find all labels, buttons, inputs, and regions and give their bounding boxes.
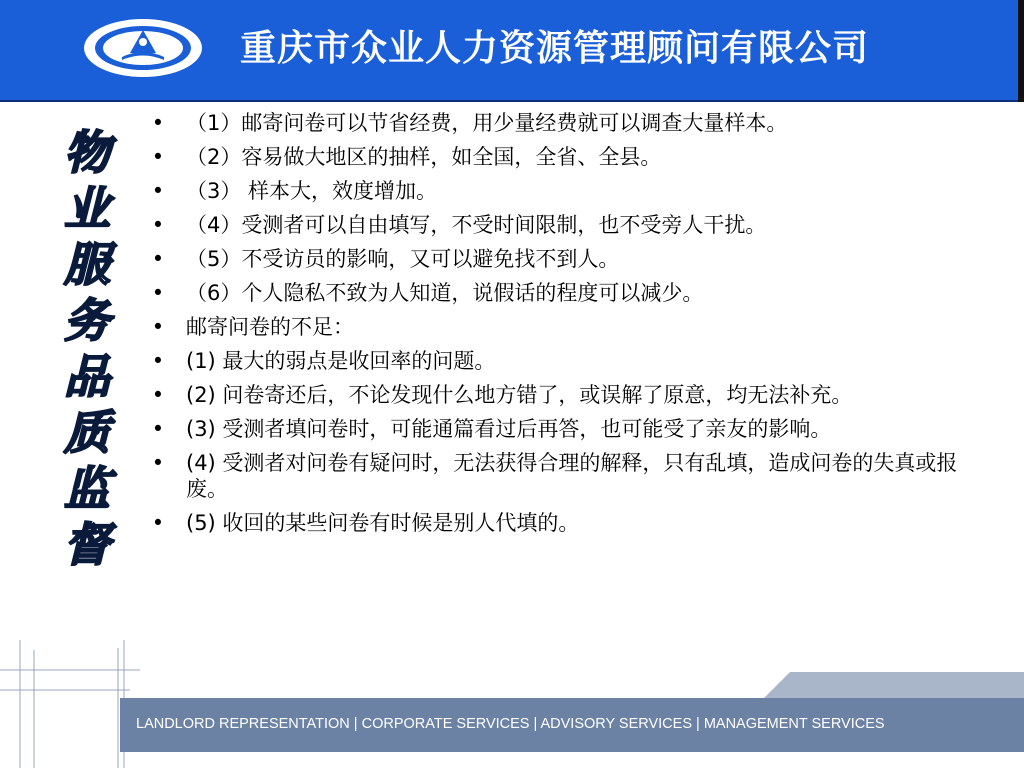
bullet-text: (2) 问卷寄还后，不论发现什么地方错了，或误解了原意，均无法补充。 <box>186 383 853 407</box>
bullet-text: （4）受测者可以自由填写，不受时间限制，也不受旁人干扰。 <box>186 213 767 237</box>
bullet-dot-icon: • <box>151 179 165 203</box>
bullet-dot-icon: • <box>151 451 165 475</box>
bullet-text: （1）邮寄问卷可以节省经费，用少量经费就可以调查大量样本。 <box>186 111 788 135</box>
bullet-text: （2）容易做大地区的抽样，如全国，全省、全县。 <box>186 145 662 169</box>
company-name: 重庆市众业人力资源管理顾问有限公司 <box>240 28 870 69</box>
bullet-text: （3） 样本大，效度增加。 <box>186 179 438 203</box>
bullet-dot-icon: • <box>151 247 165 271</box>
bullet-dot-icon: • <box>151 213 165 237</box>
bullet-text: （5）不受访员的影响，又可以避免找不到人。 <box>186 247 620 271</box>
bullet-dot-icon: • <box>151 417 165 441</box>
bullet-text: (3) 受测者填问卷时，可能通篇看过后再答，也可能受了亲友的影响。 <box>186 417 832 441</box>
bullet-dot-icon: • <box>151 111 165 135</box>
bullet-text: (1) 最大的弱点是收回率的问题。 <box>186 349 496 373</box>
bullet-dot-icon: • <box>151 383 165 407</box>
bullet-text: 邮寄问卷的不足： <box>186 315 354 339</box>
bullet-dot-icon: • <box>151 511 165 535</box>
bullet-text: (5) 收回的某些问卷有时候是别人代填的。 <box>186 511 580 535</box>
bullet-text: （6）个人隐私不致为人知道，说假话的程度可以减少。 <box>186 281 704 305</box>
footer-text: LANDLORD REPRESENTATION | CORPORATE SERVICES | ADVISORY SERVICES | MANAGEMENT SERVICES <box>136 716 885 732</box>
bullet-text: (4) 受测者对问卷有疑问时，无法获得合理的解释，只有乱填，造成问卷的失真或报废。 <box>186 451 958 501</box>
bullet-dot-icon: • <box>151 349 165 373</box>
side-title-text: 物业服务品质监督 <box>57 128 111 576</box>
bullet-dot-icon: • <box>151 281 165 305</box>
bullet-dot-icon: • <box>151 145 165 169</box>
bullet-dot-icon: • <box>151 315 165 339</box>
